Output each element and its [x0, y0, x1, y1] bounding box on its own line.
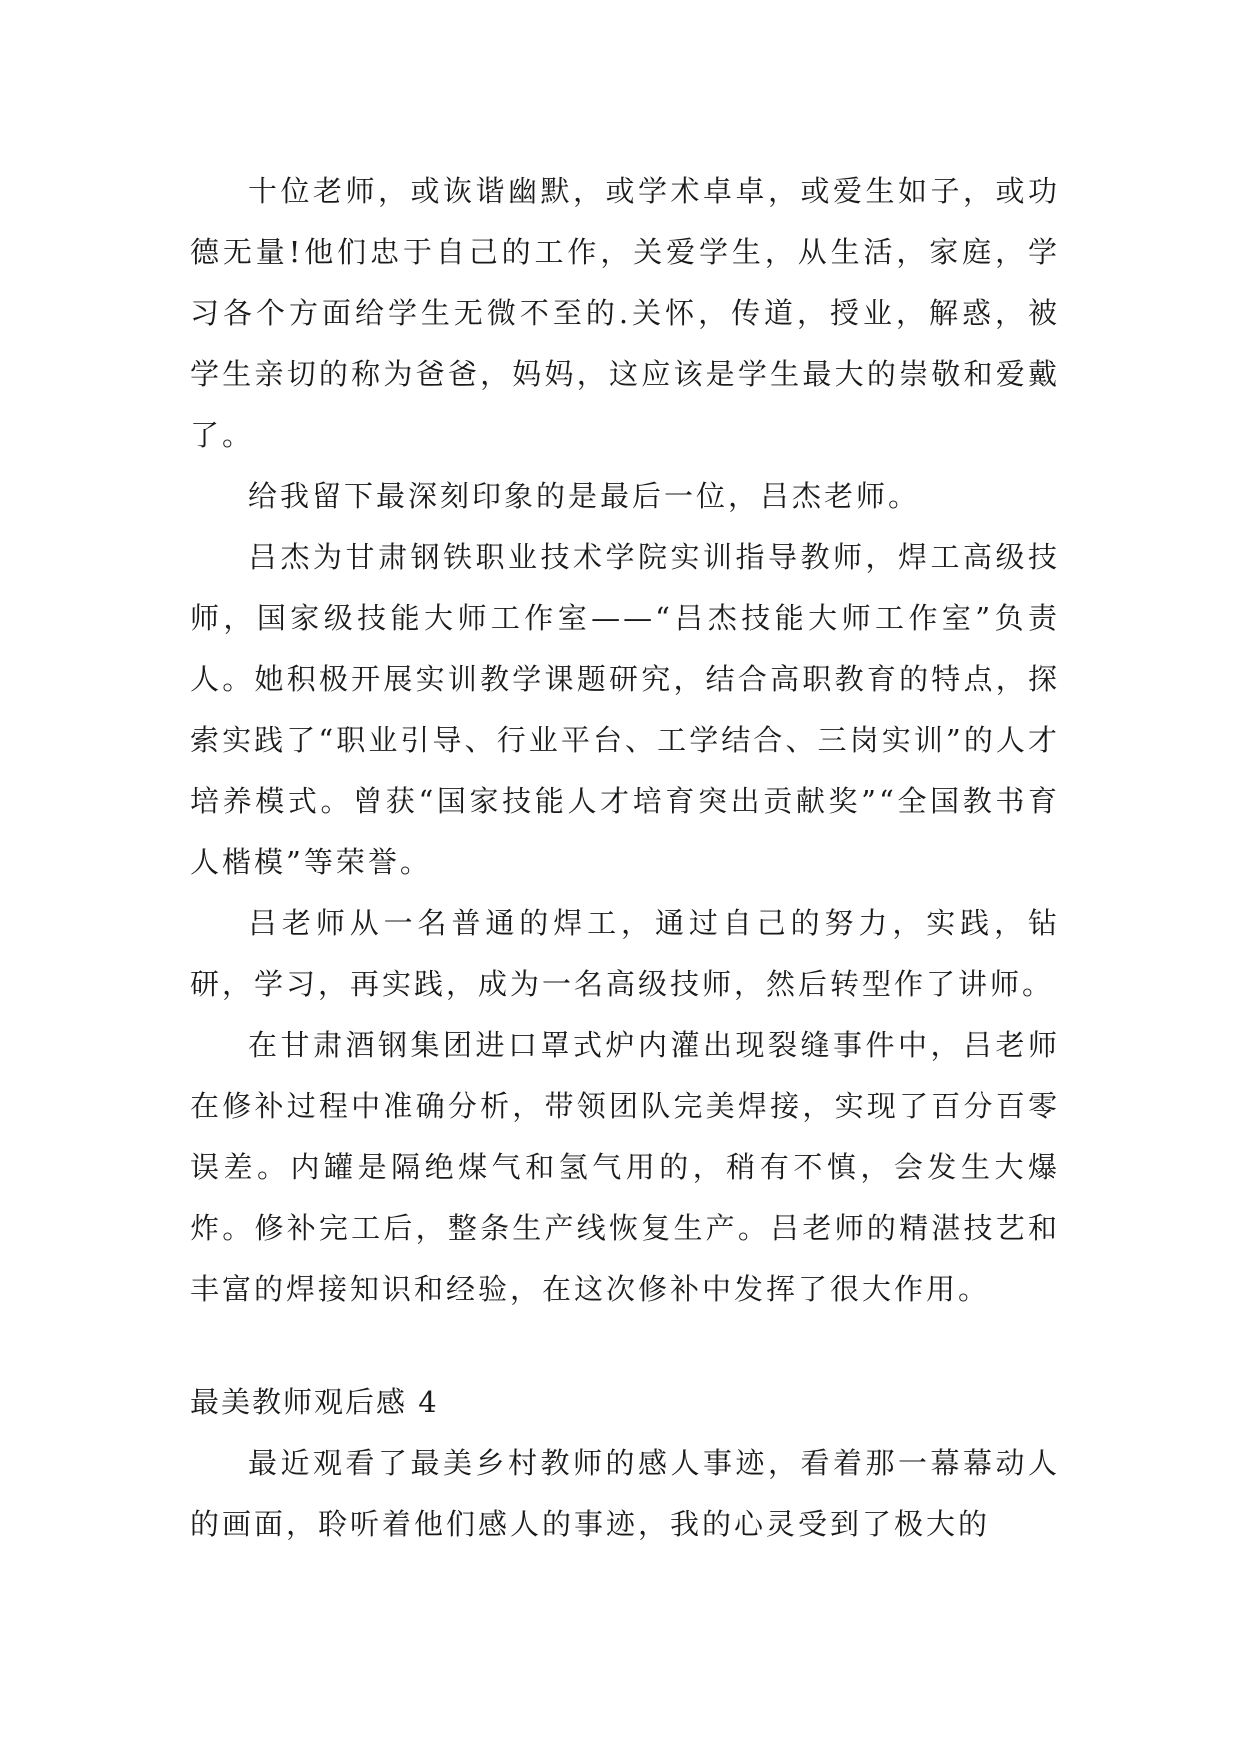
paragraph-ten-teachers: 十位老师，或诙谐幽默，或学术卓卓，或爱生如子，或功德无量!他们忠于自己的工作，关爱学生，从生活，家庭，学习各个方面给学生无微不至的.关怀，传道，授业，解惑，被学生亲切的称为爸爸，妈妈，这应该是学生最大的崇敬和爱戴了。 [190, 174, 1060, 452]
paragraph-lv-jie-profile: 吕杰为甘肃钢铁职业技术学院实训指导教师，焊工高级技师，国家级技能大师工作室——“吕杰技能大师工作室”负责人。她积极开展实训教学课题研究，结合高职教育的特点，探索实践了“职业引导、行业平台、工学结合、三岗实训”的人才培养模式。曾获“国家技能人才培育突出贡献奖”“全国教书育人楷模”等荣誉。 [190, 540, 1060, 879]
paragraph-rural-teachers: 最近观看了最美乡村教师的感人事迹，看着那一幕幕动人的画面，聆听着他们感人的事迹，我的心灵受到了极大的 [190, 1446, 1060, 1541]
paragraph-lv-jie-career: 吕老师从一名普通的焊工，通过自己的努力，实践，钻研，学习，再实践，成为一名高级技师，然后转型作了讲师。 [190, 906, 1060, 1001]
paragraph-repair-event: 在甘肃酒钢集团进口罩式炉内灌出现裂缝事件中，吕老师在修补过程中准确分析，带领团队完美焊接，实现了百分百零误差。内罐是隔绝煤气和氢气用的，稍有不慎，会发生大爆炸。修补完工后，整条生产线恢复生产。吕老师的精湛技艺和丰富的焊接知识和经验，在这次修补中发挥了很大作用。 [190, 1028, 1060, 1306]
document-body [190, 161, 1060, 1555]
section-heading: 最美教师观后感 4 [190, 1385, 439, 1419]
paragraph-lv-jie-intro: 给我留下最深刻印象的是最后一位，吕杰老师。 [248, 479, 921, 513]
